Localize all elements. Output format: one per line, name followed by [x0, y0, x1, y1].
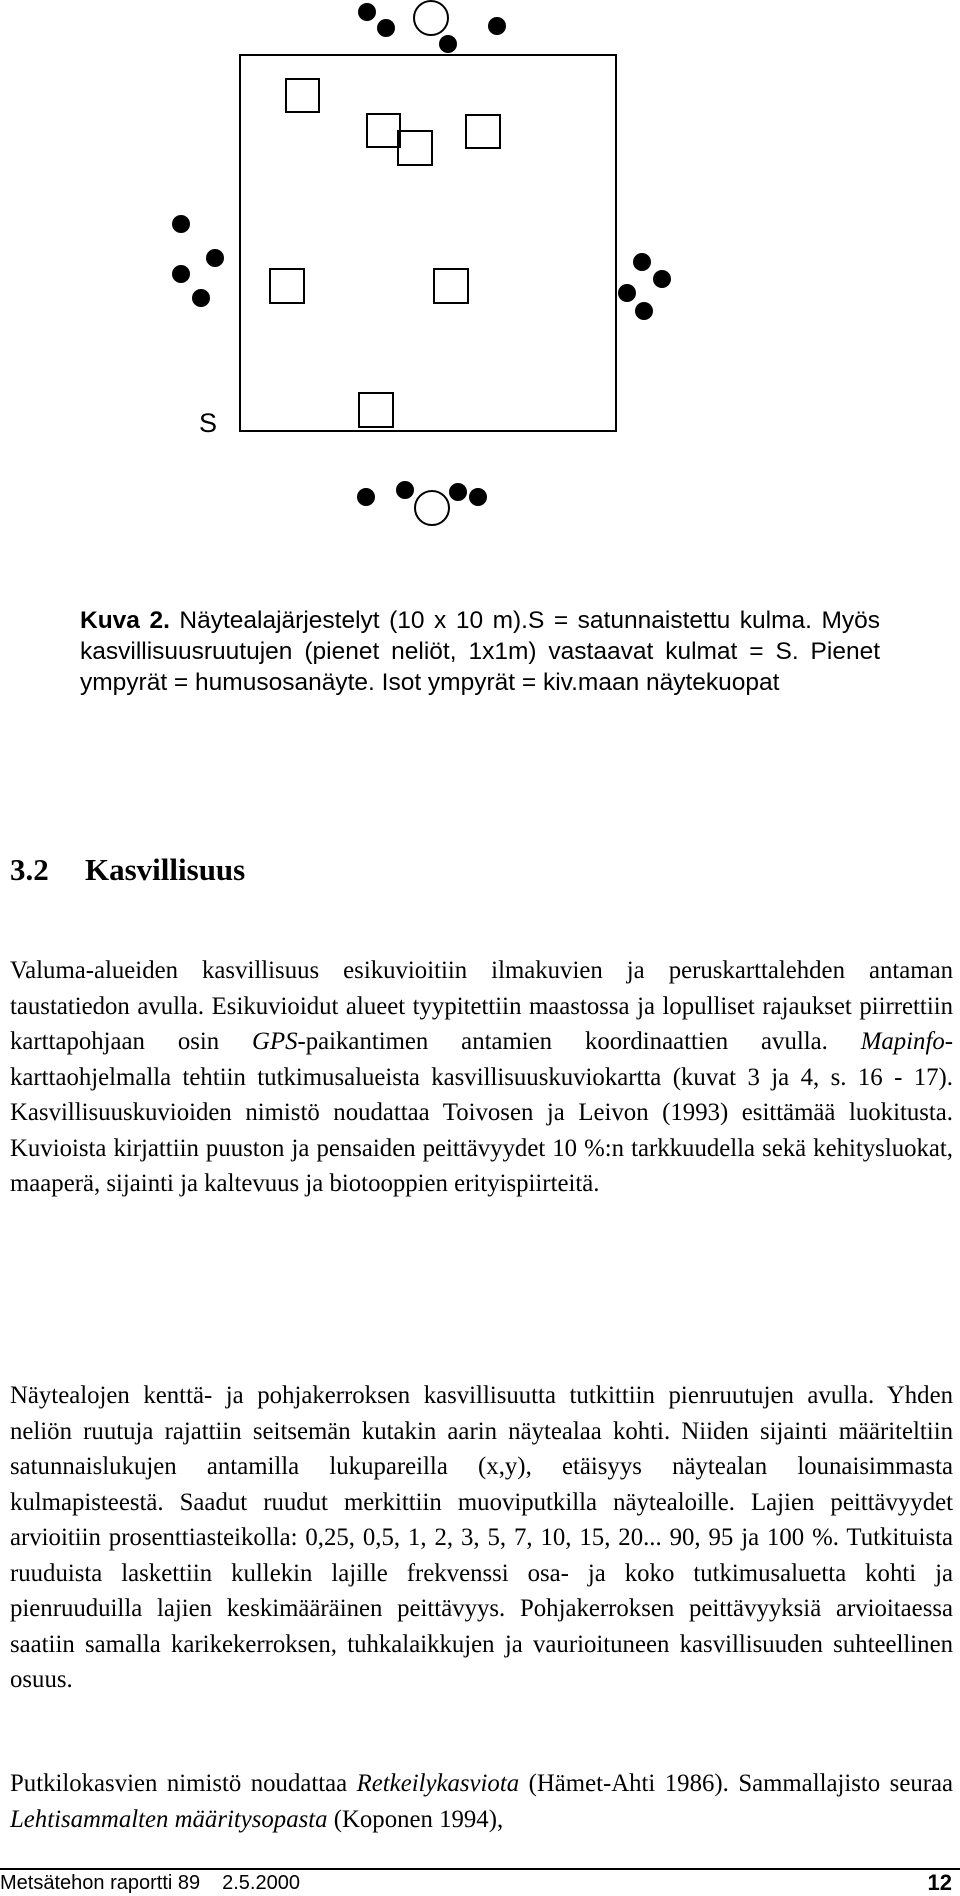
humus-sample-dot [635, 302, 653, 320]
vegetation-quadrat [398, 131, 432, 165]
caption-text: Näytealajärjestelyt (10 x 10 m).S = satunnaistettu kulma. Myös kasvillisuusruutujen (pienet neliöt, 1x1m) vastaavat kulmat = S. Pienet ympyrät = humusosanäyte. Isot ympyrät = kiv.maan näytekuopat [80, 607, 880, 696]
humus-sample-dot [377, 19, 395, 37]
humus-sample-dot [439, 35, 457, 53]
paragraph-italic-reference: Retkeilykasviota [356, 1770, 520, 1797]
section-heading [10, 852, 245, 888]
paragraph-text: -paikantimen antamien koordinaattien avulla. [297, 1028, 861, 1055]
section-title: Kasvillisuus [85, 852, 246, 887]
vegetation-quadrat [270, 269, 304, 303]
footer-divider [0, 1868, 960, 1870]
page-number: 12 [927, 1870, 952, 1895]
humus-sample-dot [172, 265, 190, 283]
figure-caption [80, 605, 880, 698]
footer-publication: Metsätehon raportti 89 [0, 1872, 201, 1894]
humus-sample-dot [633, 253, 651, 271]
vegetation-quadrat [359, 393, 393, 427]
vegetation-quadrat [434, 269, 468, 303]
humus-sample-dot [469, 488, 487, 506]
paragraph-text: -karttaohjelmalla tehtiin tutkimusalueista kasvillisuuskuviokartta (kuvat 3 ja 4, s. 16 - 17). Kasvillisuuskuvioiden nimistö noudattaa Toivosen ja Leivon (1993) esittämää luokitusta. Kuvioista kirjattiin puuston ja pensaiden peittävyydet 10 %:n tarkkuudella sekä kehitysluokat, maaperä, sijainti ja kaltevuus ja biotooppien erityispiirteitä. [10, 1028, 953, 1197]
random-corner-label: S [199, 408, 218, 438]
vegetation-quadrat [286, 79, 319, 112]
paragraph-text: (Hämet-Ahti 1986). Sammallajisto seuraa [519, 1770, 953, 1797]
humus-sample-dot [488, 17, 506, 35]
humus-sample-dot [172, 215, 190, 233]
humus-sample-dot [618, 284, 636, 302]
section-number: 3.2 [10, 852, 49, 887]
soil-pit-circle [414, 1, 448, 35]
paragraph-text: (Koponen 1994), [327, 1805, 504, 1833]
paragraph-vegetation-mapping [10, 953, 953, 1202]
sampling-plot-diagram [0, 0, 960, 560]
soil-pit-circle [415, 491, 449, 525]
vegetation-quadrat [367, 114, 400, 147]
paragraph-italic-reference: Lehtisammalten määritysopasta [10, 1805, 328, 1833]
paragraph-text: Näytealojen kenttä- ja pohjakerroksen kasvillisuutta tutkittiin pienruutujen avulla. Yhden neliön ruutuja rajattiin seitsemän kutakin aarin näytealaa kohti. Niiden sijainti määriteltiin satunnaislukujen antamilla lukupareilla (x,y), etäisyys näytealan lounaisimmasta kulmapisteestä. Saadut ruudut merkittiin muoviputkilla näytealoille. Lajien peittävyydet arvioitiin prosenttiasteikolla: 0,25, 0,5, 1, 2, 3, 5, 7, 10, 15, 20... 90, 95 ja 100 %. Tutkituista ruuduista laskettiin kullekin lajille frekvenssi osa- ja koko tutkimusaluetta kohti ja pienruuduilla lajien keskimääräinen peittävyys. Pohjakerroksen peittävyyksiä arvioitaessa saatiin samalla karikekerroksen, tuhkalaikkujen ja vaurioituneen kasvillisuuden suhteellinen osuus. [10, 1382, 953, 1693]
humus-sample-dot [653, 270, 671, 288]
vegetation-quadrat [466, 115, 500, 148]
paragraph-italic-term: Mapinfo [860, 1028, 945, 1055]
paragraph-text: Valuma-alueiden kasvillisuus esikuvioitiin ilmakuvien ja peruskarttalehden antaman taustatiedon avulla. Esikuvioidut alueet tyypitettiin maastossa ja lopulliset rajaukset piirrettiin karttapohjaan osin [10, 957, 953, 1055]
paragraph-text: Putkilokasvien nimistö noudattaa [10, 1770, 357, 1797]
humus-sample-dot [192, 289, 210, 307]
paragraph-italic-term: GPS [252, 1028, 298, 1055]
footer-info [0, 1872, 322, 1895]
footer-date: 2.5.2000 [222, 1872, 300, 1894]
sampling-plot-figure [0, 0, 960, 560]
humus-sample-dot [449, 483, 467, 501]
humus-sample-dot [206, 249, 224, 267]
humus-sample-dot [357, 488, 375, 506]
humus-sample-dot [358, 3, 376, 21]
paragraph-nomenclature [10, 1766, 953, 1837]
paragraph-quadrat-method [10, 1378, 953, 1698]
caption-lead: Kuva 2. [80, 607, 170, 634]
humus-sample-dot [396, 481, 414, 499]
